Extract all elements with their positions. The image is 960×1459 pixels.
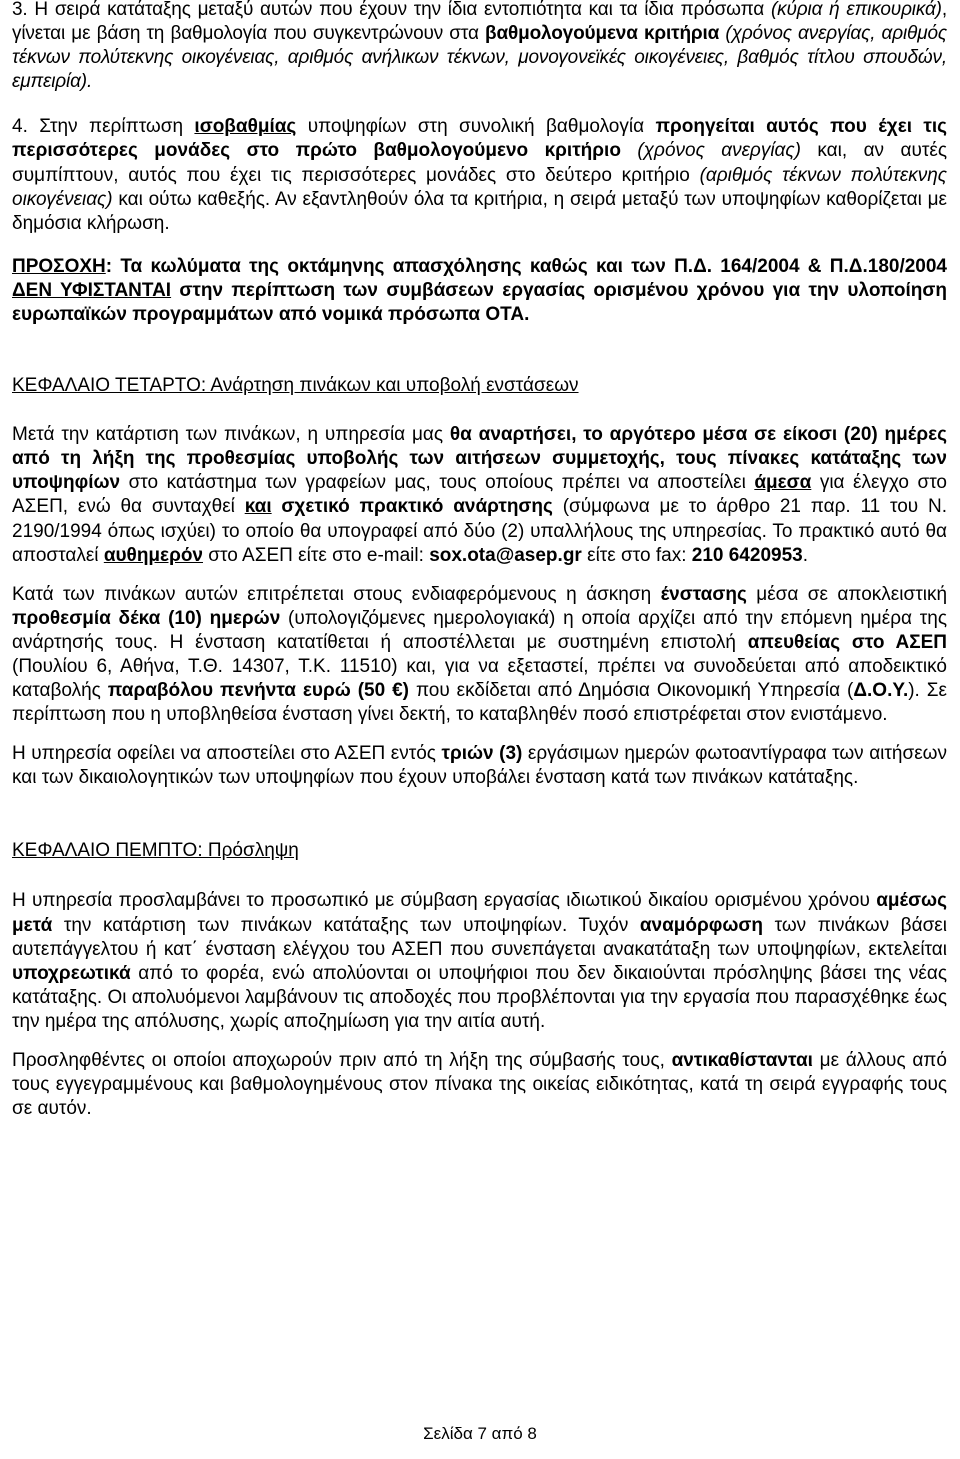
chapter-4-paragraph-copies: Η υπηρεσία οφείλει να αποστείλει στο ΑΣΕΠ εντός τριών (3) εργάσιμων ημερών φωτοαντίγραφα των αιτήσεων και των δικαιολογητικών των υποψηφίων που έχουν υποβάλει ένσταση κατά των πινάκων κατάταξης. [12, 743, 948, 789]
page-number-footer: Σελίδα 7 από 8 [423, 1424, 537, 1443]
chapter-4-paragraph-posting: Μετά την κατάρτιση των πινάκων, η υπηρεσία μας θα αναρτήσει, το αργότερο μέσα σε είκοσι (20) ημέρες από τη λήξη της προθεσμίας υποβολής των αιτήσεων συμμετοχής, τους πίνακες κατάταξης των υποψηφίων στο κατάστημα των γραφείων μας, τους οποίους πρέπει να αποστείλει άμεσα για έλεγχο στο ΑΣΕΠ, ενώ θα συνταχθεί και σχετικό πρακτικό ανάρτησης (σύμφωνα με το άρθρο 21 παρ. 11 του Ν. 2190/1994 όπως ισχύει) το οποίο θα υπογραφεί από δύο (2) υπαλλήλους της υπηρεσίας. Το πρακτικό αυτό θα αποσταλεί αυθημερόν στο ΑΣΕΠ είτε στο e-mail: sox.ota@asep.gr είτε στο fax: 210 6420953. [12, 424, 947, 566]
warning-notice: ΠΡΟΣΟΧΗ: Τα κωλύματα της οκτάμηνης απασχόλησης καθώς και των Π.Δ. 164/2004 & Π.Δ.180/2004 ΔΕΝ ΥΦΙΣΤΑΝΤΑΙ στην περίπτωση των συμβάσεων εργασίας ορισμένου χρόνου για την υλοποίηση ευρωπαϊκών προγραμμάτων από νομικά πρόσωπα ΟΤΑ. [12, 255, 948, 326]
email-address: sox.ota@asep.gr [429, 544, 582, 566]
chapter-4-heading: ΚΕΦΑΛΑΙΟ ΤΕΤΑΡΤΟ: Ανάρτηση πινάκων και υποβολή ενστάσεων [12, 375, 579, 397]
fax-number: 210 6420953 [691, 544, 803, 566]
chapter-5-heading: ΚΕΦΑΛΑΙΟ ΠΕΜΠΤΟ: Πρόσληψη [12, 840, 299, 862]
chapter-4-paragraph-objection: Κατά των πινάκων αυτών επιτρέπεται στους ενδιαφερόμενους η άσκηση ένστασης μέσα σε αποκλειστική προθεσμία δέκα (10) ημερών (υπολογιζόμενες ημερολογιακά) η οποία αρχίζει από την επόμενη ημέρα της ανάρτησής τους. Η ένσταση κατατίθεται ή αποστέλλεται με συστημένη επιστολή απευθείας στο ΑΣΕΠ (Πουλίου 6, Αθήνα, Τ.Θ. 14307, Τ.Κ. 11510) και, για να εξεταστεί, πρέπει να συνοδεύεται από αποδεικτικό καταβολής παραβόλου πενήντα ευρώ (50 €) που εκδίδεται από Δημόσια Οικονομική Υπηρεσία (Δ.Ο.Υ.). Σε περίπτωση που η υποβληθείσα ένσταση γίνει δεκτή, το καταβληθέν ποσό επιστρέφεται στον ενιστάμενο. [12, 583, 948, 726]
chapter-5-paragraph-replacement: Προσληφθέντες οι οποίοι αποχωρούν πριν από τη λήξη της σύμβασής τους, αντικαθίστανται με άλλους από τους εγγεγραμμένους και βαθμολογημένους στον πίνακα της οικείας ειδικότητας, κατά τη σειρά εγγραφής τους σε αυτόν. [12, 1050, 947, 1120]
paragraph-4-tie-break: 4. Στην περίπτωση ισοβαθμίας υποψηφίων στη συνολική βαθμολογία προηγείται αυτός που έχει τις περισσότερες μονάδες στο πρώτο βαθμολογούμενο κριτήριο (χρόνος ανεργίας) και, αν αυτές συμπίπτουν, αυτός που έχει τις περισσότερες μονάδες στο δεύτερο κριτήριο (αριθμός τέκνων πολύτεκνης οικογένειας) και ούτω καθεξής. Αν εξαντληθούν όλα τα κριτήρια, η σειρά μεταξύ των υποψηφίων καθορίζεται με δημόσια κλήρωση. [12, 116, 947, 234]
warning-label: ΠΡΟΣΟΧΗ [12, 255, 106, 277]
chapter-5-paragraph-hiring: Η υπηρεσία προσλαμβάνει το προσωπικό με σύμβαση εργασίας ιδιωτικού δικαίου ορισμένου χρόνου αμέσως μετά την κατάρτιση των πινάκων κατάταξης των υποψηφίων. Τυχόν αναμόρφωση των πινάκων βάσει αυτεπάγγελτου ή κατ΄ ένσταση ελέγχου του ΑΣΕΠ που συνεπάγεται ανακατάταξη των υποψηφίων, εκτελείται υποχρεωτικά από το φορέα, ενώ απολύονται οι υποψήφιοι που δεν δικαιούνται πρόσληψης βάσει της νέας κατάταξης. Οι απολυόμενοι λαμβάνουν τις αποδοχές που προβλέπονται για την εργασία που παρασχέθηκε έως την ημέρα της απόλυσης, χωρίς αποζημίωση για την αιτία αυτή. [12, 890, 947, 1032]
paragraph-3-ranking-order: 3. Η σειρά κατάταξης μεταξύ αυτών που έχουν την ίδια εντοπιότητα και τα ίδια πρόσωπα (κύρια ή επικουρικά), γίνεται με βάση τη βαθμολογία που συγκεντρώνουν στα βαθμολογούμενα κριτήρια (χρόνος ανεργίας, αριθμός τέκνων πολύτεκνης οικογένειας, αριθμός ανήλικων τέκνων, μονογονεϊκές οικογένειες, βαθμός τίτλου σπουδών, εμπειρία). [12, 0, 947, 93]
